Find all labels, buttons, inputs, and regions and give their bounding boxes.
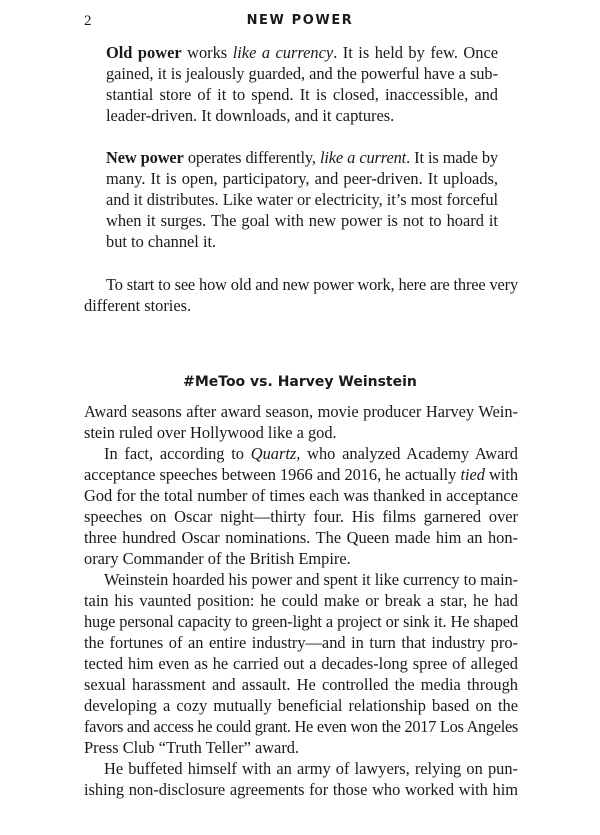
emphasis-like-a-currency: like a currency bbox=[232, 43, 334, 62]
paragraph-line: different stories. bbox=[84, 296, 192, 315]
paragraph-line: leader-driven. It downloads, and it captures. bbox=[106, 106, 395, 125]
paragraph-line: many. It is open, participatory, and peer-driven. It uploads, bbox=[106, 169, 498, 188]
paragraph-line: orary Commander of the British Empire. bbox=[84, 549, 351, 568]
old-power-paragraph bbox=[106, 42, 498, 126]
term-old-power: Old power bbox=[106, 43, 182, 62]
paragraph-line: developing a cozy mutually beneficial relationship based on the bbox=[84, 696, 518, 715]
emphasis-quartz: Quartz, bbox=[250, 444, 301, 463]
paragraph-line: He buffeted himself with an army of lawyers, relying on pun- bbox=[104, 759, 518, 778]
paragraph-line: stantial store of it to spend. It is closed, inaccessible, and bbox=[106, 85, 498, 104]
paragraph-line: tain his vaunted position: he could make or break a star, he had bbox=[84, 591, 518, 610]
paragraph-line: favors and access he could grant. He even won the 2017 Los Angeles bbox=[84, 717, 518, 736]
section-body bbox=[84, 401, 518, 800]
paragraph-line: acceptance speeches between 1966 and 2016, he actually tied with bbox=[84, 465, 518, 484]
paragraph-line: New power operates differently, like a current. It is made by bbox=[106, 148, 498, 167]
paragraph-line: ishing non-disclosure agreements for those who worked with him bbox=[84, 780, 518, 799]
paragraph-line: huge personal capacity to green-light a project or sink it. He shaped bbox=[84, 612, 518, 631]
paragraph-line: stein ruled over Hollywood like a god. bbox=[84, 423, 337, 442]
paragraph-line: three hundred Oscar nominations. The Queen made him an hon- bbox=[84, 528, 518, 547]
paragraph-line: Old power works like a currency. It is held by few. Once bbox=[106, 43, 499, 62]
paragraph-line: the fortunes of an entire industry—and in turn that industry pro- bbox=[84, 633, 518, 652]
paragraph-line: God for the total number of times each was thanked in acceptance bbox=[84, 486, 518, 505]
paragraph-line: when it surges. The goal with new power is not to hoard it bbox=[106, 211, 498, 230]
paragraph-line: gained, it is jealously guarded, and the powerful have a sub- bbox=[106, 64, 498, 83]
paragraph-line: Award seasons after award season, movie producer Harvey Wein- bbox=[84, 402, 518, 421]
paragraph-line: tected him even as he carried out a decades-long spree of alleged bbox=[84, 654, 518, 673]
page-number: 2 bbox=[84, 13, 92, 29]
emphasis-like-a-current: like a current bbox=[319, 148, 407, 167]
running-title: NEW POWER bbox=[246, 13, 354, 28]
paragraph-line: To start to see how old and new power work, here are three very bbox=[106, 275, 518, 294]
paragraph-line: but to channel it. bbox=[106, 232, 217, 251]
paragraph-line: In fact, according to Quartz, who analyzed Academy Award bbox=[104, 444, 519, 463]
term-new-power: New power bbox=[106, 148, 184, 167]
paragraph-line: speeches on Oscar night—thirty four. His films garnered over bbox=[84, 507, 518, 526]
paragraph-line: and it distributes. Like water or electricity, it’s most forceful bbox=[106, 190, 498, 209]
paragraph-line: Press Club “Truth Teller” award. bbox=[84, 738, 300, 757]
paragraph-line: sexual harassment and assault. He controlled the media through bbox=[84, 675, 518, 694]
emphasis-tied: tied bbox=[460, 465, 485, 484]
paragraph-line: Weinstein hoarded his power and spent it like currency to main- bbox=[104, 570, 518, 589]
running-header bbox=[0, 10, 600, 32]
transition-paragraph bbox=[84, 274, 518, 316]
new-power-paragraph bbox=[106, 147, 498, 252]
section-heading: #MeToo vs. Harvey Weinstein bbox=[183, 374, 417, 390]
